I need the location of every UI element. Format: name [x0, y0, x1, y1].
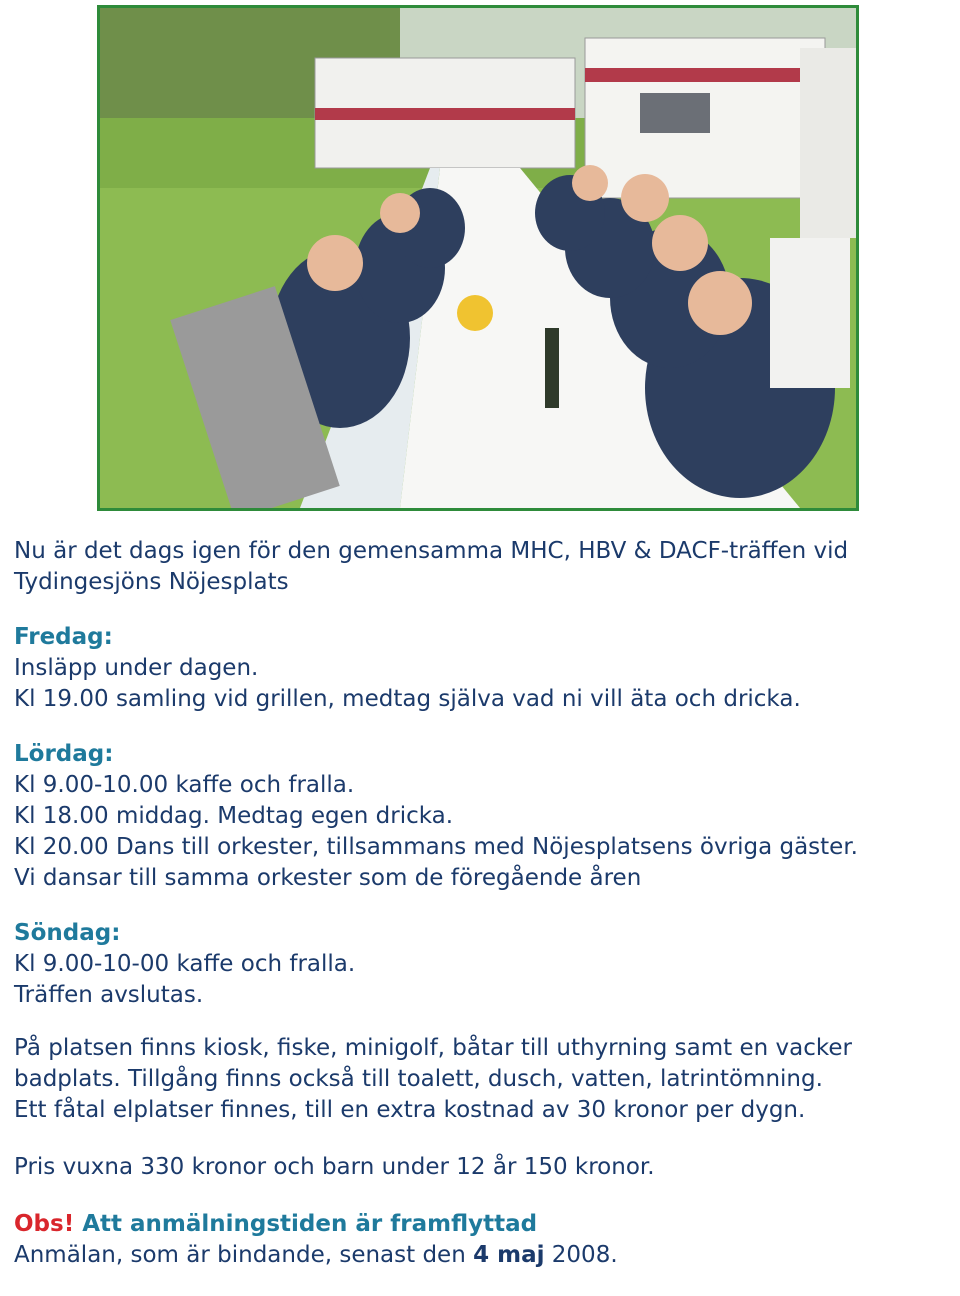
notice-headline: [14, 1209, 944, 1240]
event-info: [14, 536, 944, 1271]
saturday-heading: Lördag:: [14, 741, 114, 767]
obs-text: Att anmälningstiden är framflyttad: [74, 1211, 538, 1237]
facilities-line: Ett fåtal elplatser finnes, till en extra kostnad av 30 kronor per dygn.: [14, 1097, 806, 1123]
sunday-item: Kl 9.00-10-00 kaffe och fralla.: [14, 951, 356, 977]
intro-line-1: Nu är det dags igen för den gemensamma MHC, HBV & DACF-träffen vid: [14, 538, 849, 564]
price-text: Pris vuxna 330 kronor och barn under 12 år 150 kronor.: [14, 1154, 655, 1180]
registration-date: 4 maj: [473, 1242, 545, 1268]
saturday-item: Kl 18.00 middag. Medtag egen dricka.: [14, 803, 454, 829]
sunday-heading: Söndag:: [14, 920, 121, 946]
saturday-item: Vi dansar till samma orkester som de föregående åren: [14, 865, 642, 891]
facilities-line: badplats. Tillgång finns också till toalett, dusch, vatten, latrintömning.: [14, 1066, 823, 1092]
saturday-item: Kl 20.00 Dans till orkester, tillsammans med Nöjesplatsens övriga gäster.: [14, 834, 858, 860]
event-photo: [97, 5, 859, 511]
obs-label: Obs!: [14, 1211, 75, 1237]
registration-deadline: [14, 1240, 944, 1271]
friday-item: Kl 19.00 samling vid grillen, medtag själva vad ni vill äta och dricka.: [14, 686, 801, 712]
registration-suffix: 2008.: [544, 1242, 618, 1268]
facilities-line: På platsen finns kiosk, fiske, minigolf, båtar till uthyrning samt en vacker: [14, 1035, 852, 1061]
registration-prefix: Anmälan, som är bindande, senast den: [14, 1242, 474, 1268]
saturday-item: Kl 9.00-10.00 kaffe och fralla.: [14, 772, 355, 798]
campsite-picnic-image: [100, 8, 856, 508]
friday-item: Insläpp under dagen.: [14, 655, 259, 681]
sunday-item: Träffen avslutas.: [14, 982, 204, 1008]
friday-heading: Fredag:: [14, 624, 113, 650]
intro-line-2: Tydingesjöns Nöjesplats: [14, 569, 289, 595]
